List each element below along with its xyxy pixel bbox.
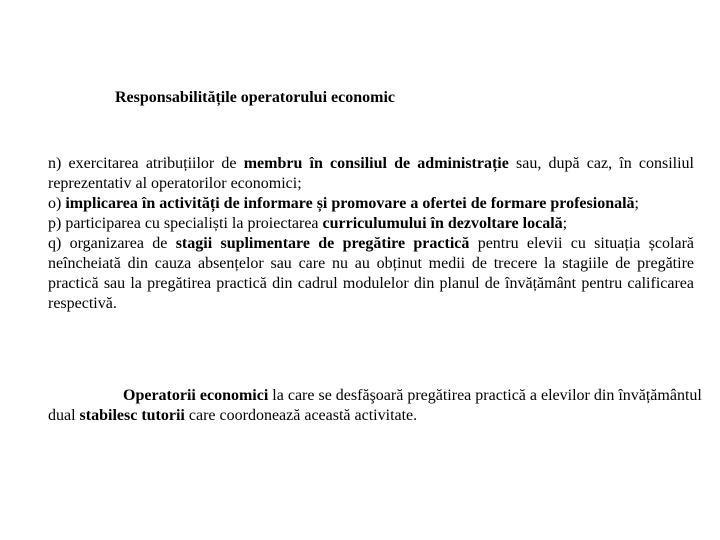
item-text: ; xyxy=(562,215,568,232)
list-item-q xyxy=(48,234,694,314)
list-item-p xyxy=(48,214,694,234)
item-text: pentru elevii cu situația școlară neîncheiată din cauza absențelor sau care nu au obținut medii de trecere la stagiile de pregătire practică sau la pregătirea practică din cadrul modulelor din planul de învățământ pentru calificarea respectivă. xyxy=(48,235,695,312)
tutors-paragraph xyxy=(48,386,708,426)
item-text: ; xyxy=(634,195,639,212)
item-bold-text: implicarea în activități de informare și promovare a ofertei de formare profesională xyxy=(65,195,635,212)
list-item-o xyxy=(48,194,694,214)
item-text: n) exercitarea atribuțiilor de xyxy=(48,155,244,172)
item-text: sau, după caz, în consiliul reprezentativ al operatorilor economici; xyxy=(48,155,694,192)
item-bold-text: curriculumului în dezvoltare locală xyxy=(322,215,563,232)
item-bold-text: stagii suplimentare de pregătire practică xyxy=(175,235,470,252)
item-text: o) xyxy=(48,195,66,212)
paragraph-text: la care se desfăşoară pregătirea practică a elevilor din învățământul dual xyxy=(48,387,702,424)
item-bold-text: membru în consiliul de administrație xyxy=(243,155,509,172)
responsibilities-list xyxy=(48,154,694,314)
paragraph-bold-text: Operatorii economici xyxy=(123,387,269,404)
paragraph-bold-text: stabilesc tutorii xyxy=(79,407,185,424)
item-text: q) organizarea de xyxy=(48,235,176,252)
page-title: Responsabilitățile operatorului economic xyxy=(115,89,395,106)
paragraph-text: care coordonează această activitate. xyxy=(184,407,418,424)
item-text: p) participarea cu specialiști la proiectarea xyxy=(48,215,323,232)
list-item-n xyxy=(48,154,694,194)
